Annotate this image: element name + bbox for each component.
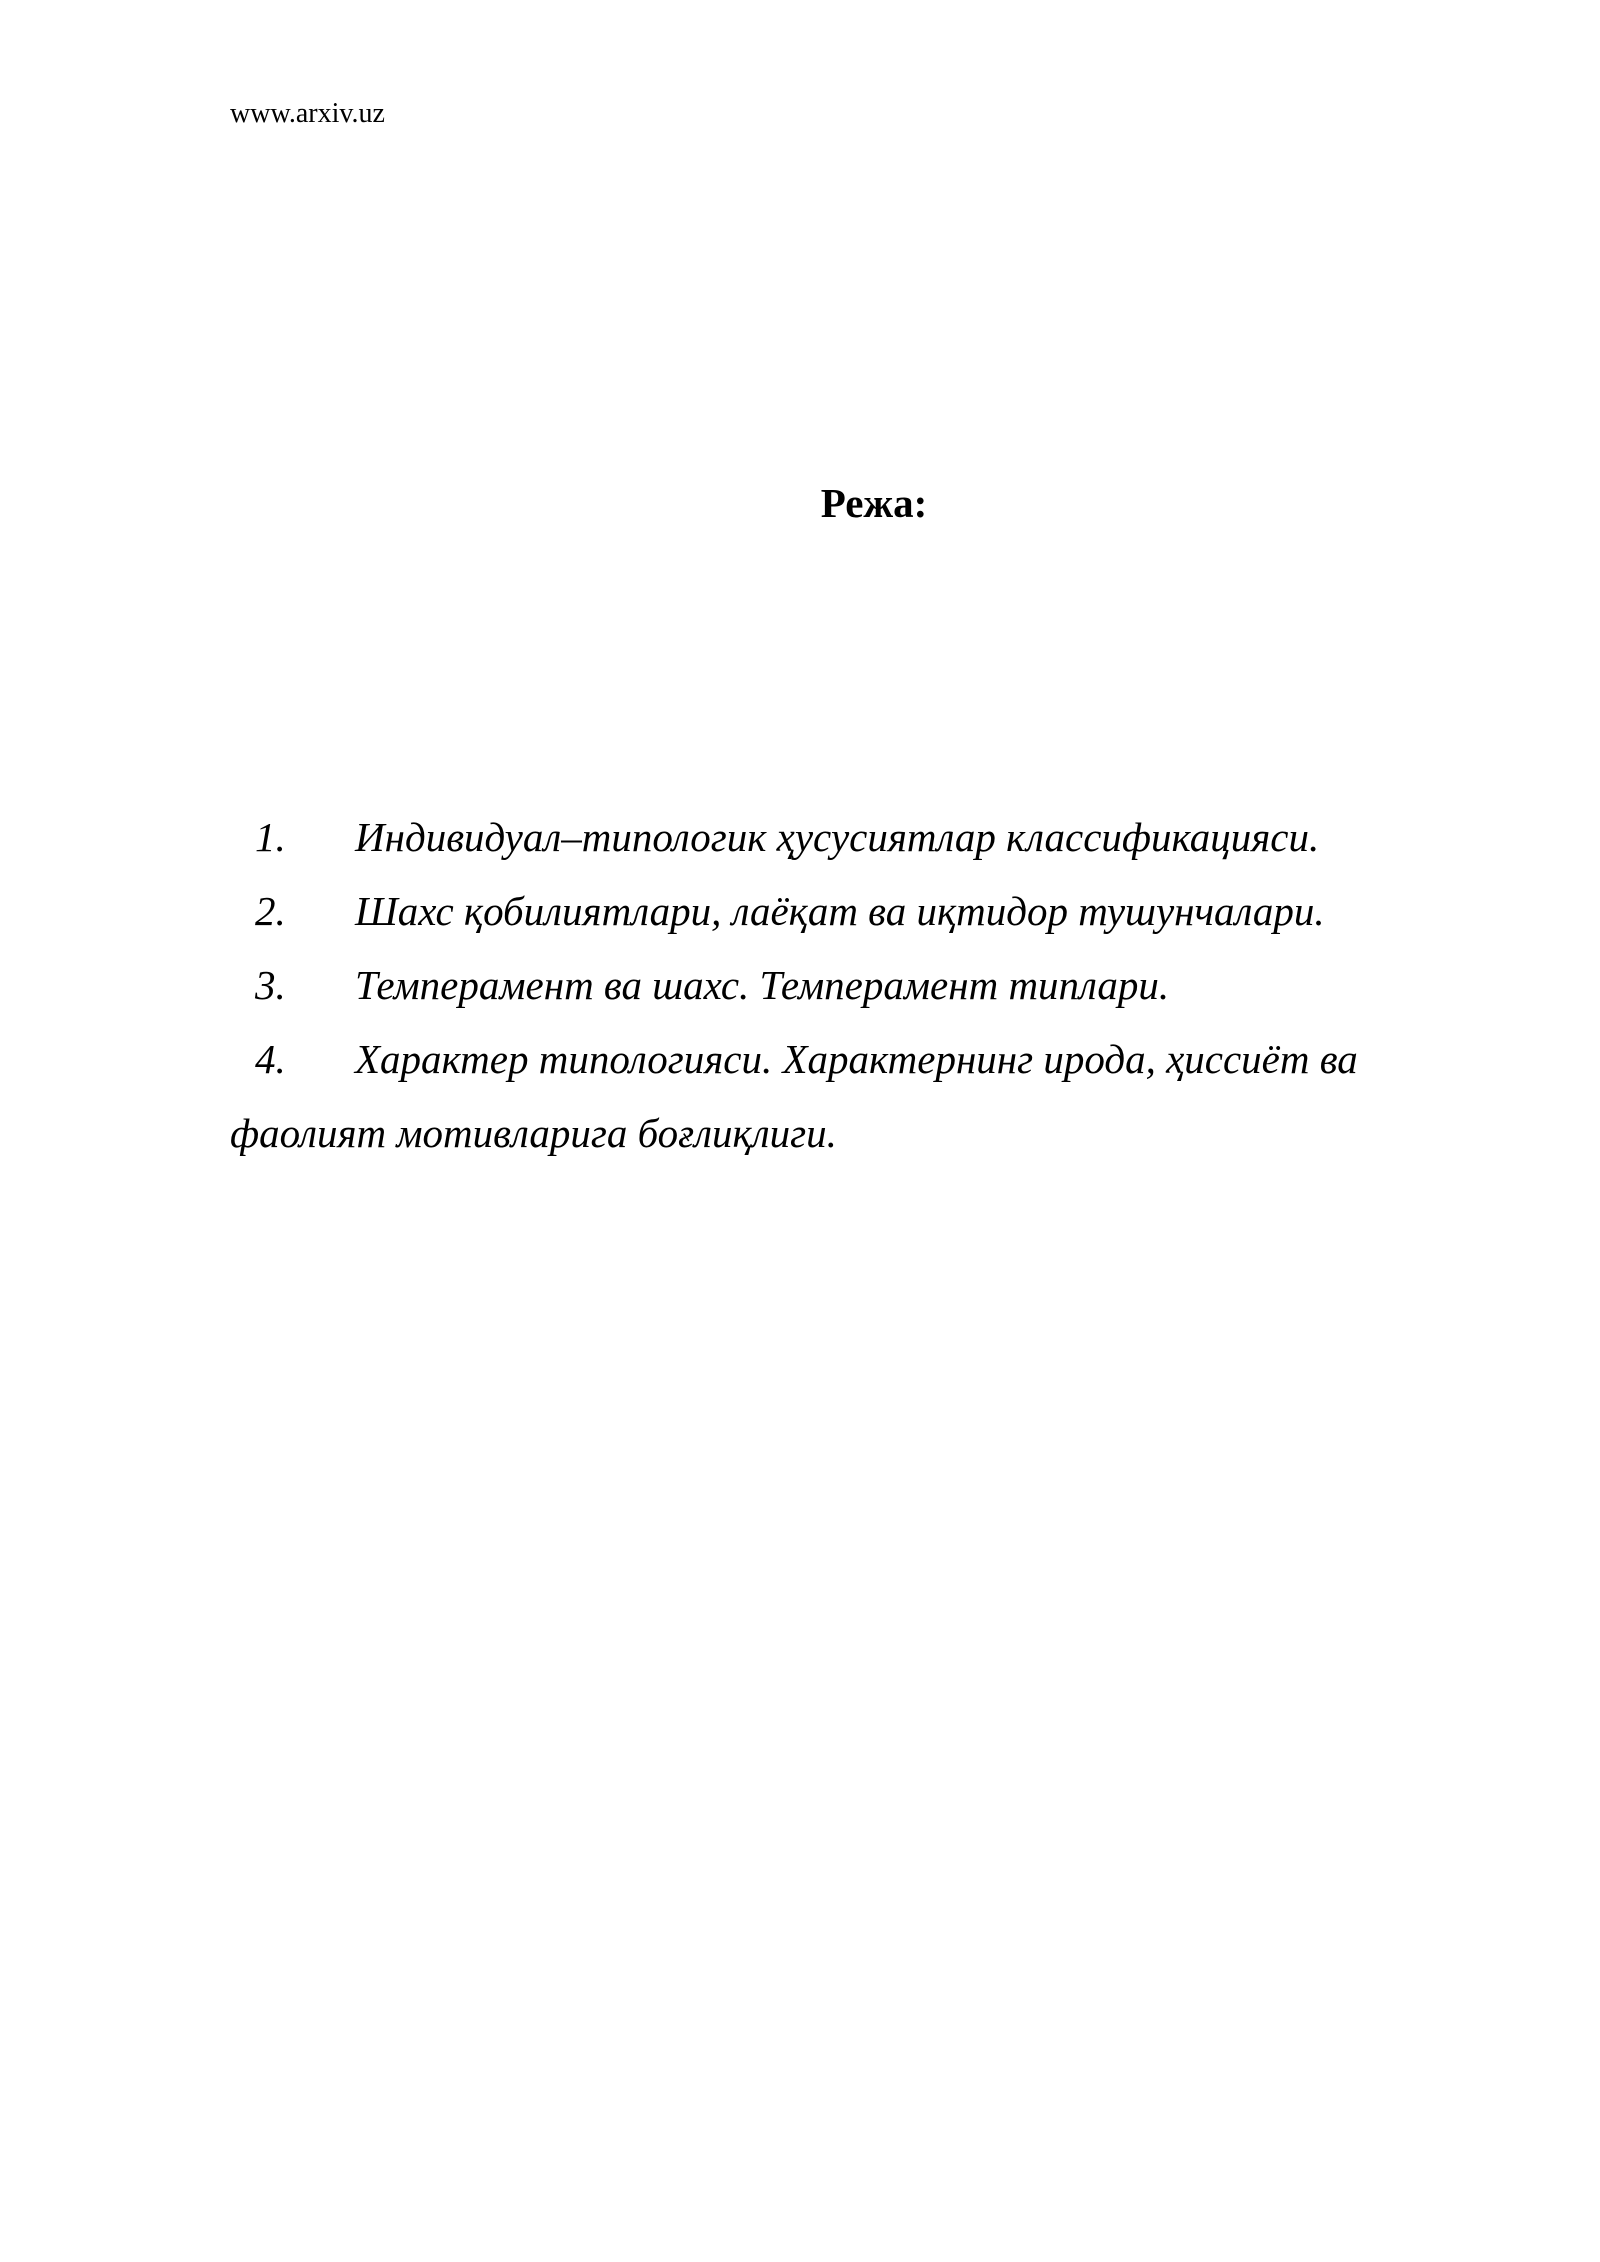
- list-item: [230, 1022, 1400, 1170]
- list-item-text: Характер типологияси. Характернинг ирода, ҳиссиёт ва фаолият мотивларига боғлиқлиги.: [230, 1036, 1358, 1156]
- list-item: [230, 874, 1400, 948]
- list-item-number: 2.: [255, 888, 286, 934]
- plan-list: [230, 800, 1400, 1170]
- list-item-text: Шахс қобилиятлари, лаёқат ва иқтидор тушунчалари.: [355, 888, 1325, 934]
- list-item-number: 3.: [255, 962, 286, 1008]
- list-item: [230, 800, 1400, 874]
- list-item-number: 4.: [255, 1036, 286, 1082]
- list-item-text: Темперамент ва шахс. Темперамент типлари.: [355, 962, 1170, 1008]
- list-item: [230, 948, 1400, 1022]
- header-url: www.arxiv.uz: [230, 98, 385, 129]
- plan-title: Режа:: [820, 480, 928, 526]
- list-item-text: Индивидуал–типологик ҳусусиятлар классификацияси.: [355, 814, 1320, 860]
- list-item-number: 1.: [255, 814, 286, 860]
